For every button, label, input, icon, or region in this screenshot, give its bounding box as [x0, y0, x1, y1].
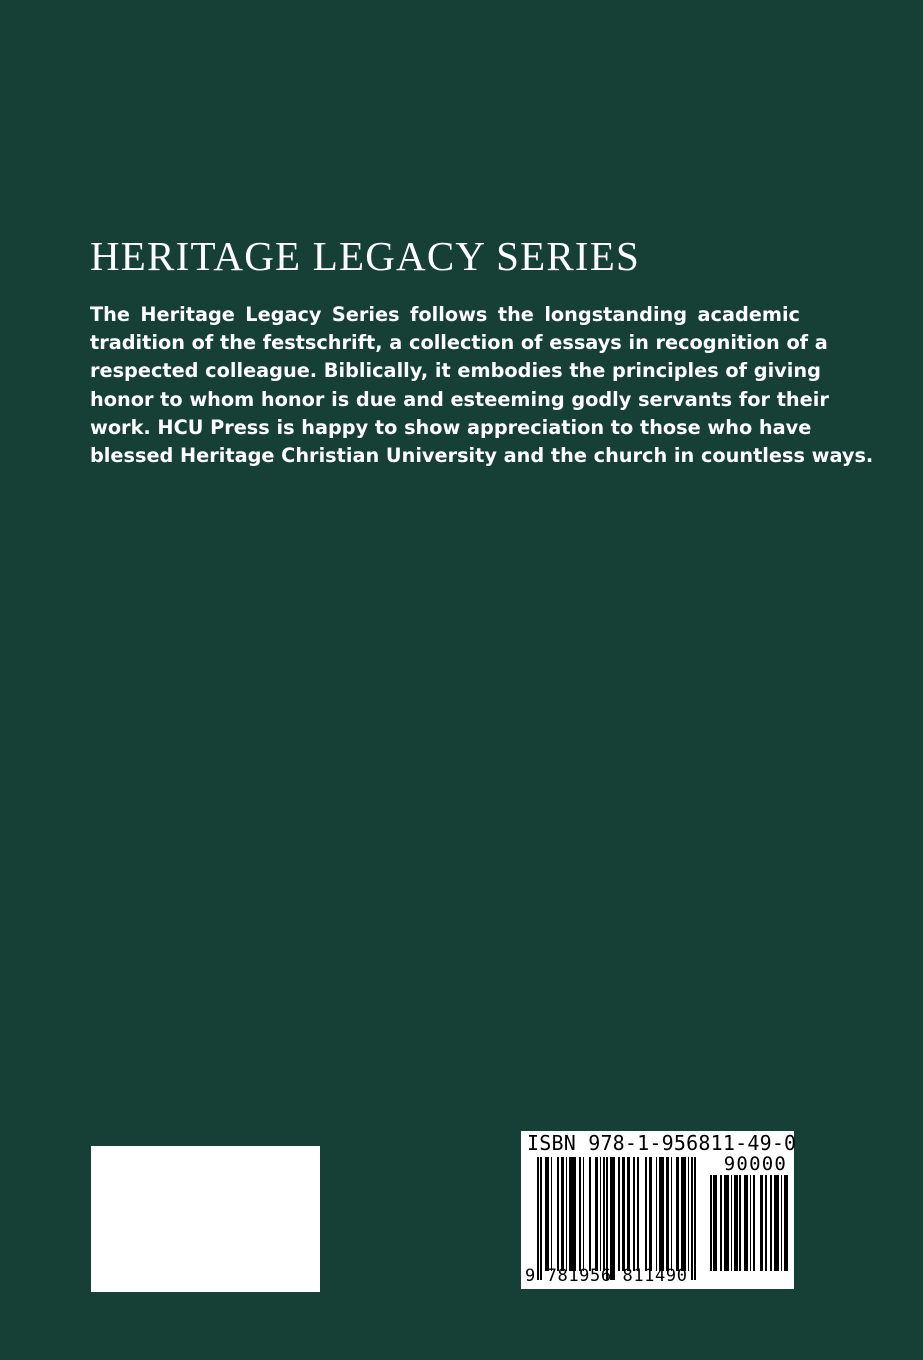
series-description [90, 301, 874, 470]
barcode-bar [784, 1175, 787, 1271]
barcode-bar [666, 1157, 669, 1271]
description-line: blessed Heritage Christian University and the church in countless ways. [90, 444, 874, 468]
addon-bars [710, 1175, 788, 1271]
barcode-bar [618, 1157, 620, 1271]
barcode-bar [589, 1157, 591, 1271]
barcode-bar [627, 1157, 630, 1271]
barcode-bar [744, 1175, 747, 1271]
barcode-bar [710, 1175, 712, 1271]
blank-label-area [91, 1146, 320, 1292]
price-code: 90000 [723, 1153, 787, 1175]
barcode-bar [645, 1157, 647, 1271]
barcode-bar [720, 1175, 722, 1271]
barcode-bar [731, 1175, 733, 1271]
barcode-bar [713, 1175, 716, 1271]
barcode-bar [637, 1157, 639, 1271]
barcode-bar [734, 1175, 737, 1271]
description-line: honor to whom honor is due and esteeming godly servants for their [90, 387, 829, 411]
isbn-label: ISBN 978-1-956811-49-0 [527, 1131, 797, 1155]
barcode-bar [681, 1157, 686, 1271]
barcode-bar [649, 1157, 652, 1271]
barcode-bar [760, 1175, 763, 1271]
barcode-bar [557, 1157, 559, 1271]
barcode-bar [750, 1175, 752, 1271]
isbn-barcode [521, 1131, 797, 1289]
barcode-bar [561, 1157, 564, 1271]
barcode-bar [595, 1157, 598, 1271]
barcode-bar [603, 1157, 605, 1271]
barcode-bar [691, 1157, 693, 1280]
barcode-bar [545, 1157, 548, 1271]
barcode-bar [753, 1175, 755, 1271]
barcode-bar [694, 1157, 696, 1280]
barcode-bar [739, 1175, 741, 1271]
barcode-bar [537, 1157, 539, 1280]
barcode-bar [688, 1157, 690, 1271]
barcode-bar [765, 1175, 767, 1271]
barcode-bar [676, 1157, 679, 1271]
barcode-bar [774, 1175, 779, 1271]
series-title: HERITAGE LEGACY SERIES [90, 233, 641, 279]
barcode-bar [659, 1157, 664, 1271]
barcode-bar [579, 1157, 581, 1271]
barcode-bar [781, 1175, 783, 1271]
barcode-bar [610, 1157, 615, 1280]
barcode-bar [633, 1157, 635, 1271]
barcode-bar [566, 1157, 568, 1271]
barcode-bar [540, 1157, 542, 1280]
barcode-bar [569, 1157, 576, 1271]
ean-digits: 9 781956 811490 [525, 1266, 688, 1286]
description-line: respected colleague. Biblically, it embodies the principles of giving [90, 359, 821, 383]
description-line: work. HCU Press is happy to show appreciation to those who have [90, 415, 812, 439]
barcode-bar [770, 1175, 772, 1271]
barcode-bar [551, 1157, 553, 1271]
barcode-bar [622, 1157, 625, 1271]
barcode-bar [724, 1175, 729, 1271]
barcode-bar [671, 1157, 673, 1271]
barcode-bar [656, 1157, 658, 1271]
barcode-bar [583, 1157, 585, 1271]
description-line: tradition of the festschrift, a collection of essays in recognition of a [90, 331, 828, 355]
barcode-bar [600, 1157, 602, 1271]
barcode-bar [606, 1157, 608, 1280]
ean-bars [537, 1157, 697, 1271]
description-line: The Heritage Legacy Series follows the longstanding academic [90, 303, 800, 326]
